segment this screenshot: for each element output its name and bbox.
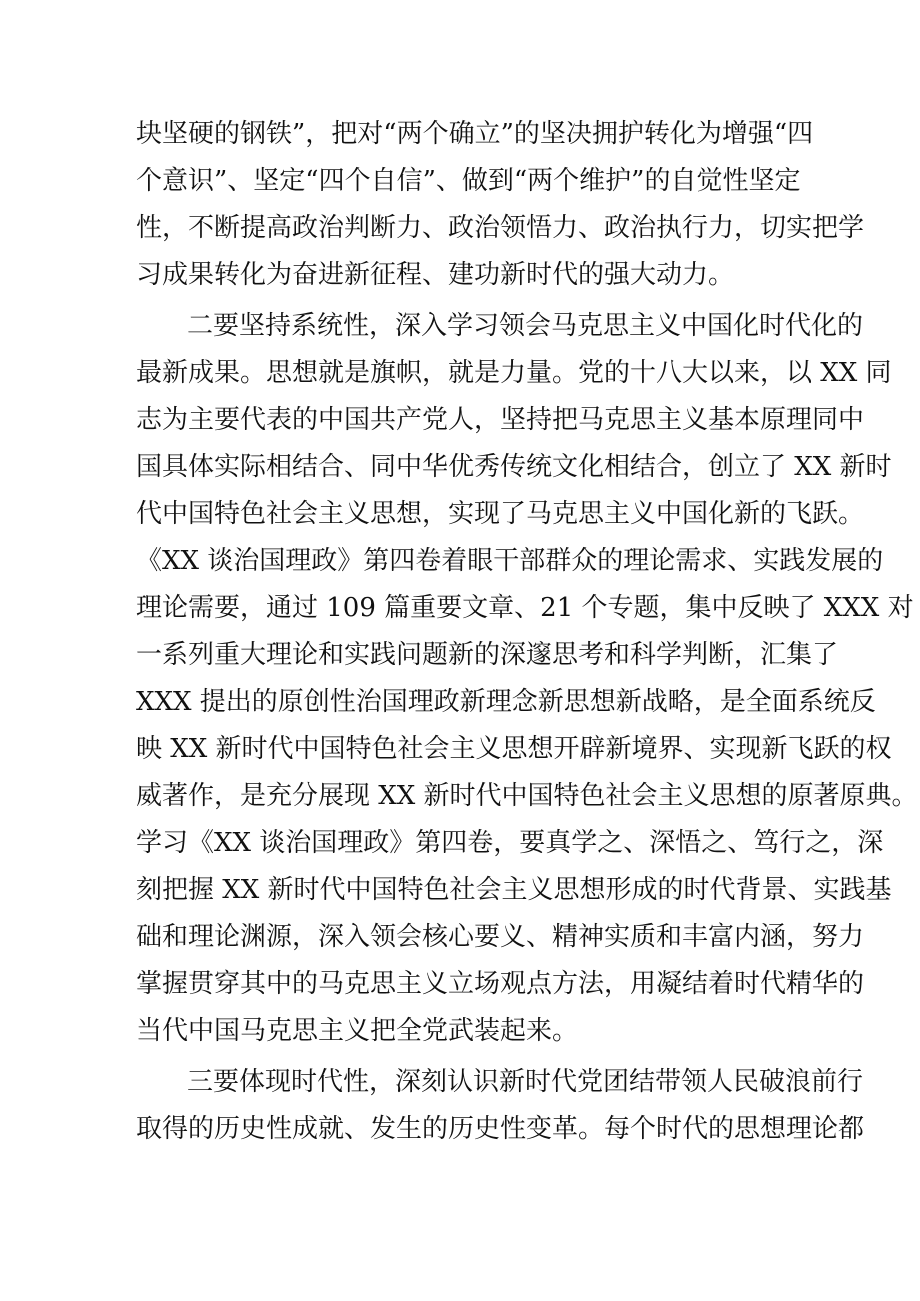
text-line: 础和理论渊源，深入领会核心要义、精神实质和丰富内涵，努力 bbox=[136, 922, 865, 952]
text-line: XXX 提出的原创性治国理政新理念新思想新战略，是全面系统反 bbox=[136, 687, 876, 717]
text-line: 习成果转化为奋进新征程、建功新时代的强大动力。 bbox=[136, 260, 735, 290]
text-line: 学习《XX 谈治国理政》第四卷，要真学之、深悟之、笃行之，深 bbox=[136, 828, 884, 858]
text-line: 当代中国马克思主义把全党武装起来。 bbox=[136, 1016, 579, 1046]
paragraph-first-line: 二要坚持系统性，深入学习领会马克思主义中国化时代化的 bbox=[187, 311, 864, 341]
text-line: 刻把握 XX 新时代中国特色社会主义思想形成的时代背景、实践基 bbox=[136, 875, 892, 905]
text-line: 掌握贯穿其中的马克思主义立场观点方法，用凝结着时代精华的 bbox=[136, 969, 865, 999]
text-line: 最新成果。思想就是旗帜，就是力量。党的十八大以来，以 XX 同 bbox=[136, 358, 892, 388]
text-line: 志为主要代表的中国共产党人，坚持把马克思主义基本原理同中 bbox=[136, 405, 865, 435]
text-line: 一系列重大理论和实践问题新的深邃思考和科学判断，汇集了 bbox=[136, 640, 839, 670]
text-line: 理论需要，通过 109 篇重要文章、21 个专题，集中反映了 XXX 对 bbox=[136, 593, 914, 623]
text-line: 块坚硬的钢铁”，把对“两个确立”的坚决拥护转化为增强“四 bbox=[136, 119, 814, 149]
text-line: 个意识”、坚定“四个自信”、做到“两个维护”的自觉性坚定 bbox=[136, 166, 801, 196]
text-line: 映 XX 新时代中国特色社会主义思想开辟新境界、实现新飞跃的权 bbox=[136, 734, 892, 764]
text-line: 代中国特色社会主义思想，实现了马克思主义中国化新的飞跃。 bbox=[136, 499, 865, 529]
text-line: 《XX 谈治国理政》第四卷着眼干部群众的理论需求、实践发展的 bbox=[136, 546, 884, 576]
text-line: 性，不断提高政治判断力、政治领悟力、政治执行力，切实把学 bbox=[136, 213, 865, 243]
text-line: 取得的历史性成就、发生的历史性变革。每个时代的思想理论都 bbox=[136, 1114, 865, 1144]
text-line: 国具体实际相结合、同中华优秀传统文化相结合，创立了 XX 新时 bbox=[136, 452, 892, 482]
text-line: 威著作，是充分展现 XX 新时代中国特色社会主义思想的原著原典。 bbox=[136, 781, 918, 811]
paragraph-first-line: 三要体现时代性，深刻认识新时代党团结带领人民破浪前行 bbox=[187, 1067, 864, 1097]
